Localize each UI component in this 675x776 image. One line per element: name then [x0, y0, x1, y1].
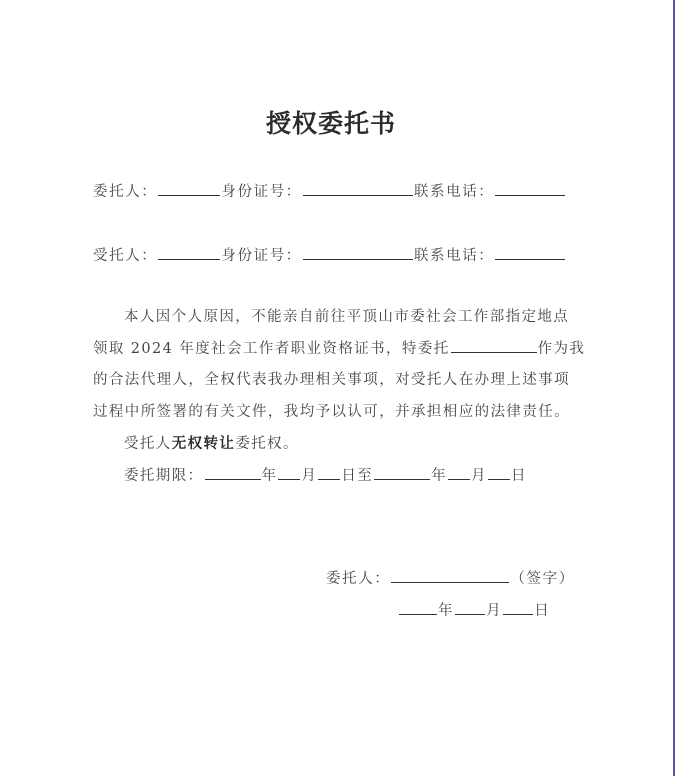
signature-date-line — [398, 599, 550, 620]
body-line-5 — [93, 428, 573, 461]
document-title: 授权委托书 — [265, 109, 396, 138]
agent-info-row — [93, 244, 566, 265]
body-line-2 — [93, 334, 586, 366]
body-line-1: 本人因个人原因，不能亲自前往平顶山市委社会工作部指定地点 — [124, 309, 570, 325]
period-start-day-blank — [318, 465, 340, 480]
signature-day-blank — [503, 600, 533, 615]
agent-inline-blank — [451, 338, 537, 353]
principal-info-row — [93, 180, 566, 201]
period-start-month-unit: 月 — [301, 467, 318, 484]
no-transfer-emphasis: 无权转让 — [171, 435, 236, 452]
period-end-year-blank — [374, 465, 430, 480]
agent-phone-blank — [495, 245, 565, 260]
agent-phone-label: 联系电话： — [413, 248, 495, 264]
agent-id-blank — [303, 245, 413, 260]
period-end-year-unit: 年 — [431, 467, 448, 484]
authorization-body — [93, 302, 586, 492]
principal-name-label: 委托人： — [93, 184, 158, 200]
signature-day-unit: 日 — [534, 603, 551, 619]
agent-id-label: 身份证号： — [221, 248, 302, 264]
signature-month-unit: 月 — [486, 603, 503, 619]
signature-year-unit: 年 — [438, 603, 455, 619]
agent-name-blank — [158, 245, 220, 260]
period-start-year-blank — [205, 465, 261, 480]
signature-month-blank — [455, 600, 485, 615]
signature-year-blank — [399, 600, 437, 615]
period-start-year-unit: 年 — [261, 467, 278, 484]
signature-blank — [391, 568, 509, 583]
body-line-4: 过程中所签署的有关文件，我均予以认可，并承担相应的法律责任。 — [93, 403, 570, 420]
signature-line — [326, 567, 575, 588]
period-start-month-blank — [278, 465, 300, 480]
body-line-5-tail: 委托权。 — [235, 436, 299, 452]
principal-id-label: 身份证号： — [221, 184, 302, 200]
body-line-3: 的合法代理人，全权代表我办理相关事项，对受托人在办理上述事项 — [93, 372, 570, 388]
period-end-month-unit: 月 — [471, 467, 487, 484]
period-label: 委托期限： — [124, 467, 204, 484]
principal-phone-label: 联系电话： — [413, 184, 495, 200]
period-line — [93, 461, 573, 493]
period-end-month-blank — [448, 465, 470, 480]
signature-suffix: （签字） — [510, 571, 575, 587]
period-end-day-unit: 日 — [510, 467, 527, 484]
agent-name-label: 受托人： — [93, 248, 158, 264]
body-line-5-text: 受托人 — [124, 436, 172, 452]
period-start-day-to: 日至 — [341, 467, 374, 484]
principal-id-blank — [303, 181, 413, 196]
body-line-2-tail: 作为我 — [537, 340, 586, 357]
principal-name-blank — [158, 181, 220, 196]
period-end-day-blank — [488, 465, 510, 480]
signature-label: 委托人： — [326, 571, 391, 587]
body-line-2-text: 领取 2024 年度社会工作者职业资格证书，特委托 — [93, 340, 450, 357]
principal-phone-blank — [495, 181, 565, 196]
